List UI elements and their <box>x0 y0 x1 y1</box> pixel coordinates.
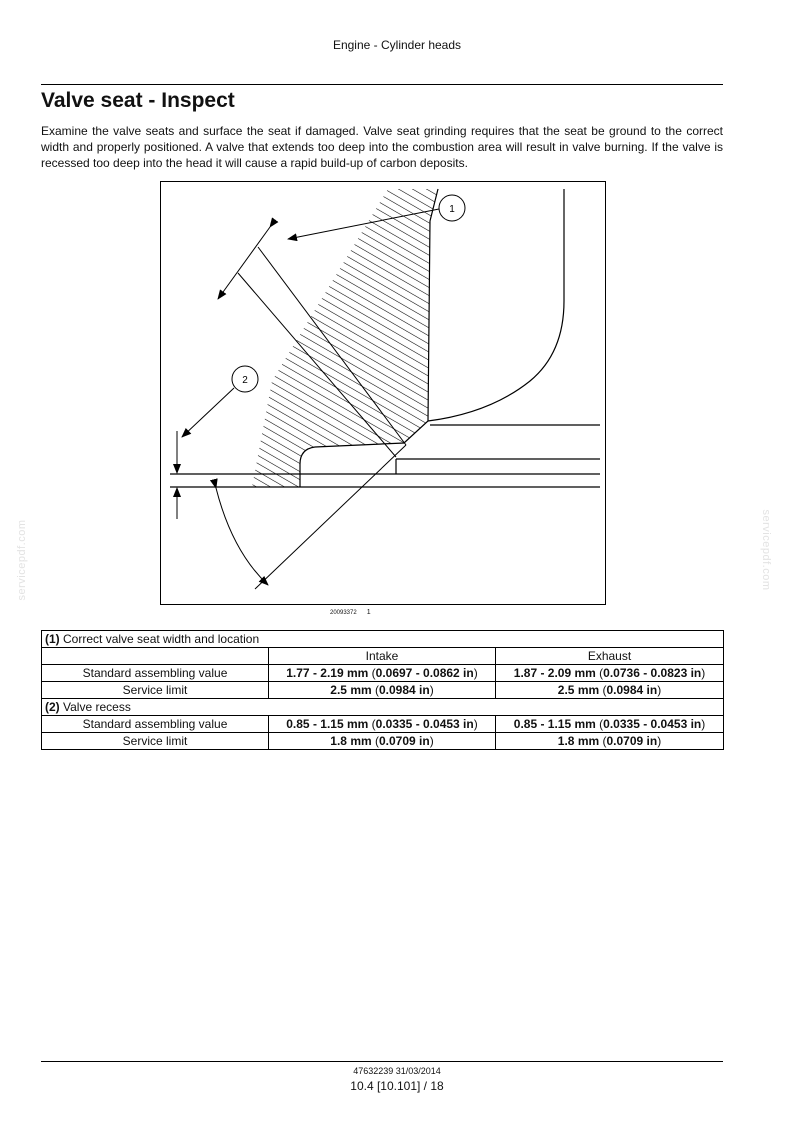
callout-2-label: 2 <box>242 375 248 386</box>
section-1-header <box>42 631 724 648</box>
valve-seat-spec-table <box>41 630 724 750</box>
running-header: Engine - Cylinder heads <box>332 38 462 52</box>
footer-rule <box>41 1061 723 1062</box>
watermark-left: servicepdf.com <box>16 519 28 601</box>
section-2-header <box>42 699 724 716</box>
section-2-header-row <box>42 699 724 716</box>
section-2-number: (2) <box>45 699 60 714</box>
section-1-label: Correct valve seat width and location <box>63 631 260 646</box>
table-row <box>42 665 724 682</box>
figure-caption <box>330 609 371 616</box>
table-row <box>42 682 724 699</box>
footer-page-number: 10.4 [10.101] / 18 <box>350 1079 444 1093</box>
column-header-blank <box>42 648 269 665</box>
row-label: Standard assembling value <box>42 716 269 733</box>
exhaust-value: 1.8 mm (0.0709 in) <box>496 733 724 750</box>
callout-1-label: 1 <box>449 204 455 215</box>
footer-document-number: 47632239 31/03/2014 <box>353 1066 441 1076</box>
exhaust-value: 0.85 - 1.15 mm (0.0335 - 0.0453 in) <box>496 716 724 733</box>
table-row <box>42 716 724 733</box>
valve-seat-diagram <box>160 181 606 605</box>
column-header-row <box>42 648 724 665</box>
column-header-exhaust: Exhaust <box>496 648 724 665</box>
section-1-number: (1) <box>45 631 60 646</box>
section-2-label: Valve recess <box>63 699 131 714</box>
table-row <box>42 733 724 750</box>
exhaust-value: 2.5 mm (0.0984 in) <box>496 682 724 699</box>
row-label: Standard assembling value <box>42 665 269 682</box>
row-label: Service limit <box>42 733 269 750</box>
page-title: Valve seat - Inspect <box>41 89 235 112</box>
watermark-right: servicepdf.com <box>760 509 772 591</box>
intake-value: 0.85 - 1.15 mm (0.0335 - 0.0453 in) <box>269 716 496 733</box>
column-header-intake: Intake <box>269 648 496 665</box>
row-label: Service limit <box>42 682 269 699</box>
exhaust-value: 1.87 - 2.09 mm (0.0736 - 0.0823 in) <box>496 665 724 682</box>
figure-code: 20093372 <box>330 610 357 616</box>
figure-index: 1 <box>366 609 371 616</box>
intake-value: 1.8 mm (0.0709 in) <box>269 733 496 750</box>
header-rule <box>41 84 723 85</box>
intro-paragraph: Examine the valve seats and surface the seat if damaged. Valve seat grinding requires that the seat be ground to the correct width and properly positioned. A valve that extends too deep into the combustion area will result in valve burning. If the valve is recessed too deep into the head it will cause a rapid build-up of carbon deposits. <box>41 124 723 170</box>
intake-value: 2.5 mm (0.0984 in) <box>269 682 496 699</box>
section-1-header-row <box>42 631 724 648</box>
intake-value: 1.77 - 2.19 mm (0.0697 - 0.0862 in) <box>269 665 496 682</box>
